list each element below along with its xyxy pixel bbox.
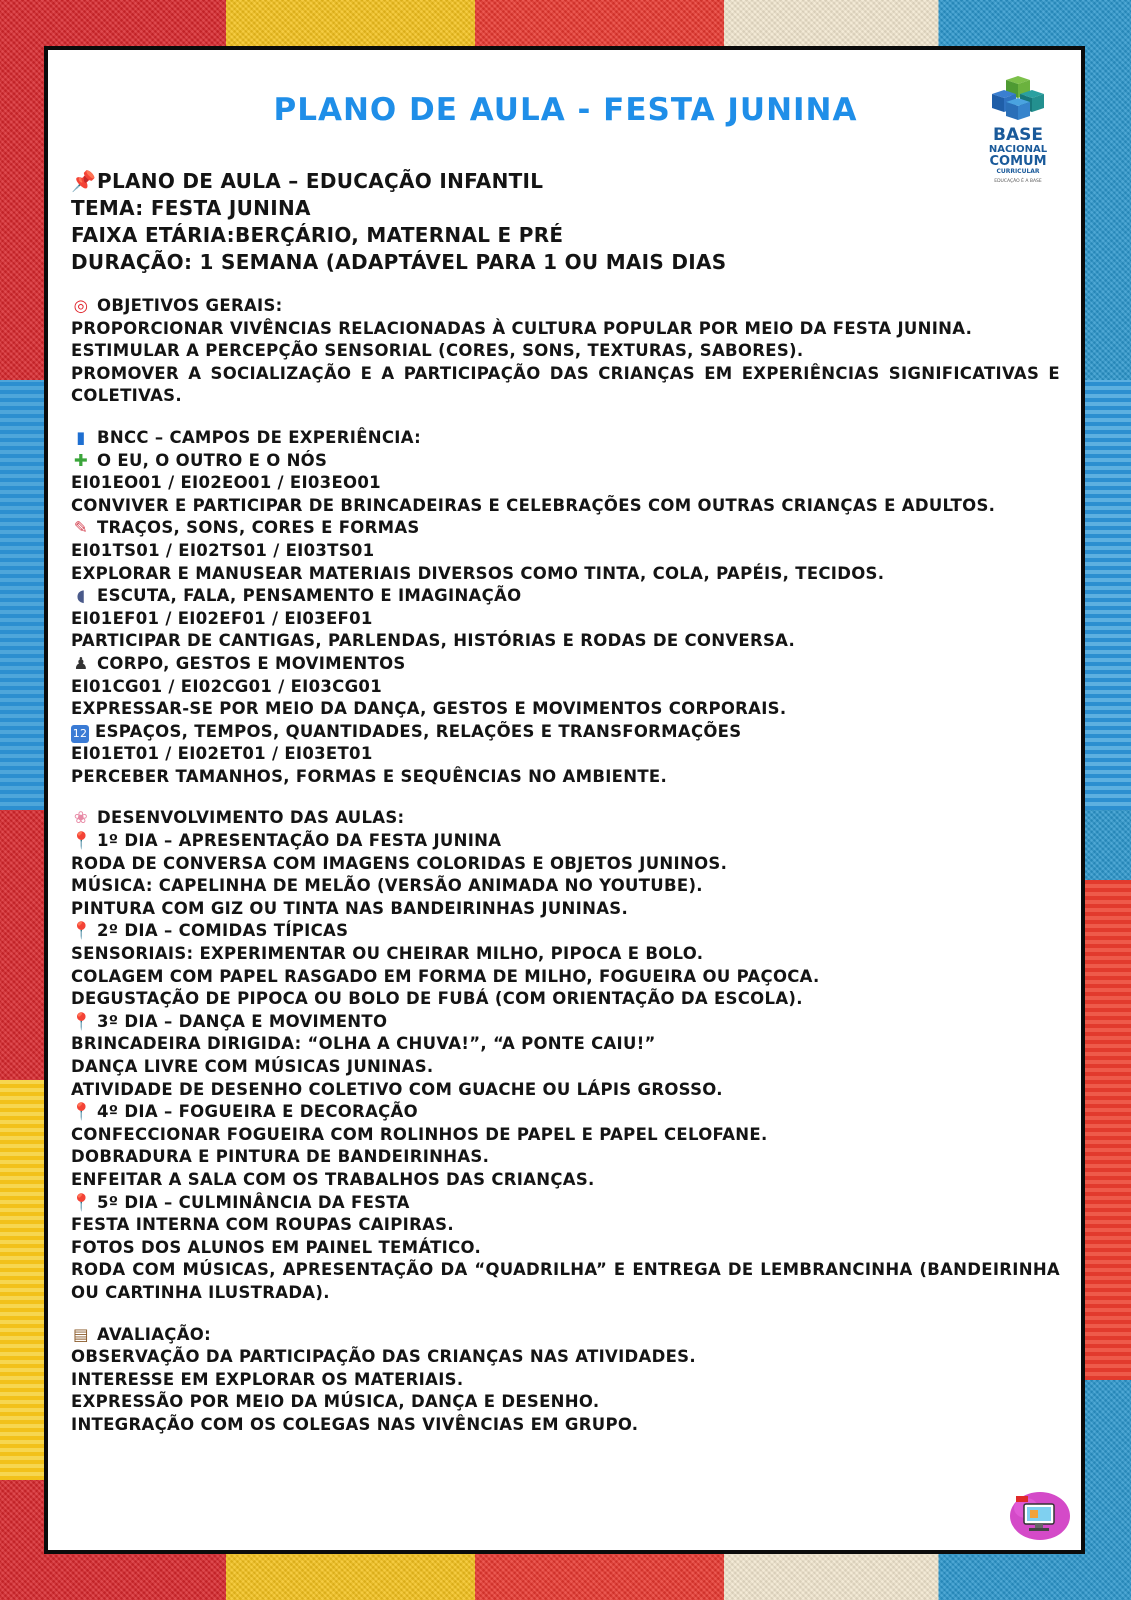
puzzle-icon: ✚ — [73, 450, 89, 470]
header-text: PLANO DE AULA – EDUCAÇÃO INFANTIL — [97, 169, 544, 193]
field-codes: EI01CG01 / EI02CG01 / EI03CG01 — [71, 676, 382, 696]
pushpin-icon: 📌 — [71, 169, 97, 193]
day-item: SENSORIAIS: EXPERIMENTAR OU CHEIRAR MILHO, PIPOCA E BOLO. — [71, 944, 704, 964]
objective-item: ESTIMULAR A PERCEPÇÃO SENSORIAL (CORES, SONS, TEXTURAS, SABORES). — [71, 341, 804, 361]
day-item: RODA DE CONVERSA COM IMAGENS COLORIDAS E OBJETOS JUNINOS. — [71, 853, 728, 873]
logo-text: EDUCAÇÃO É A BASE — [994, 179, 1042, 184]
logo-text: CURRICULAR — [996, 168, 1040, 175]
day-item: PINTURA COM GIZ OU TINTA NAS BANDEIRINHAS JUNINAS. — [71, 898, 629, 918]
header-line — [71, 168, 1060, 195]
pencil-icon: ✎ — [73, 518, 89, 538]
field-description: CONVIVER E PARTICIPAR DE BRINCADEIRAS E CELEBRAÇÕES COM OUTRAS CRIANÇAS E ADULTOS. — [71, 495, 996, 515]
section-heading-text: DESENVOLVIMENTO DAS AULAS: — [97, 808, 405, 828]
field-codes: EI01EO01 / EI02EO01 / EI03EO01 — [71, 473, 381, 493]
day-item: CONFECCIONAR FOGUEIRA COM ROLINHOS DE PAPEL E PAPEL CELOFANE. — [71, 1124, 768, 1144]
desenvolvimento-section — [71, 807, 1060, 1304]
evaluation-item: INTEGRAÇÃO COM OS COLEGAS NAS VIVÊNCIAS EM GRUPO. — [71, 1414, 639, 1434]
clipboard-icon: ▤ — [73, 1324, 89, 1344]
field-title — [71, 517, 1060, 540]
day-item: DANÇA LIVRE COM MÚSICAS JUNINAS. — [71, 1057, 434, 1076]
field-name: ESPAÇOS, TEMPOS, QUANTIDADES, RELAÇÕES E TRANSFORMAÇÕES — [95, 721, 742, 741]
page-title: PLANO DE AULA - FESTA JUNINA — [273, 92, 858, 128]
section-heading — [71, 427, 1060, 450]
target-icon: ◎ — [73, 296, 89, 315]
day-item: COLAGEM COM PAPEL RASGADO EM FORMA DE MILHO, FOGUEIRA OU PAÇOCA. — [71, 966, 820, 986]
pin-icon: 📍 — [71, 1192, 92, 1212]
day-item: FOTOS DOS ALUNOS EM PAINEL TEMÁTICO. — [71, 1237, 482, 1257]
field-title — [71, 653, 1060, 676]
pin-icon: 📍 — [71, 921, 92, 941]
day-item: DOBRADURA E PINTURA DE BANDEIRINHAS. — [71, 1147, 490, 1167]
header-line: TEMA: FESTA JUNINA — [71, 196, 311, 220]
field-description: PERCEBER TAMANHOS, FORMAS E SEQUÊNCIAS NO AMBIENTE. — [71, 766, 668, 786]
header-line: FAIXA ETÁRIA:BERÇÁRIO, MATERNAL E PRÉ — [71, 223, 564, 247]
day-title — [71, 1192, 1060, 1215]
section-heading — [71, 1324, 1060, 1347]
day-item: RODA COM MÚSICAS, APRESENTAÇÃO DA “QUADRILHA” E ENTREGA DE LEMBRANCINHA (BANDEIRINHA OU CARTINHA ILUSTRADA). — [71, 1260, 1060, 1302]
field-title — [71, 450, 1060, 473]
evaluation-item: EXPRESSÃO POR MEIO DA MÚSICA, DANÇA E DESENHO. — [71, 1392, 600, 1412]
field-description: EXPLORAR E MANUSEAR MATERIAIS DIVERSOS COMO TINTA, COLA, PAPÉIS, TECIDOS. — [71, 563, 885, 583]
field-name: CORPO, GESTOS E MOVIMENTOS — [97, 653, 406, 673]
brain-icon: ❀ — [73, 808, 89, 828]
day-item: ENFEITAR A SALA COM OS TRABALHOS DAS CRIANÇAS. — [71, 1169, 595, 1189]
section-heading-text: BNCC – CAMPOS DE EXPERIÊNCIA: — [97, 427, 422, 447]
section-heading-text: AVALIAÇÃO: — [97, 1324, 211, 1344]
day-title — [71, 1011, 1060, 1034]
evaluation-item: INTERESSE EM EXPLORAR OS MATERIAIS. — [71, 1369, 464, 1389]
pin-icon: 📍 — [71, 1102, 92, 1122]
field-codes: EI01TS01 / EI02TS01 / EI03TS01 — [71, 540, 375, 560]
field-description: EXPRESSAR-SE POR MEIO DA DANÇA, GESTOS E MOVIMENTOS CORPORAIS. — [71, 699, 787, 719]
field-name: ESCUTA, FALA, PENSAMENTO E IMAGINAÇÃO — [97, 586, 522, 606]
objective-item: PROPORCIONAR VIVÊNCIAS RELACIONADAS À CULTURA POPULAR POR MEIO DA FESTA JUNINA. — [71, 318, 973, 338]
day-title-text: 4º DIA – FOGUEIRA E DECORAÇÃO — [97, 1102, 418, 1122]
plan-header — [71, 168, 1060, 276]
logo-text: NACIONAL — [988, 144, 1048, 155]
field-title — [71, 585, 1060, 608]
dancer-icon: ♟ — [73, 653, 89, 673]
field-name: TRAÇOS, SONS, CORES E FORMAS — [97, 518, 420, 538]
field-title — [71, 721, 1060, 744]
pin-icon: 📍 — [71, 1011, 92, 1031]
field-description: PARTICIPAR DE CANTIGAS, PARLENDAS, HISTÓRIAS E RODAS DE CONVERSA. — [71, 631, 796, 651]
logo-text: COMUM — [989, 154, 1047, 169]
book-icon: ▮ — [76, 427, 86, 447]
day-title-text: 1º DIA – APRESENTAÇÃO DA FESTA JUNINA — [97, 831, 502, 851]
day-title — [71, 830, 1060, 853]
pin-icon: 📍 — [71, 831, 92, 851]
objetivos-section — [71, 295, 1060, 408]
day-item: DEGUSTAÇÃO DE PIPOCA OU BOLO DE FUBÁ (COM ORIENTAÇÃO DA ESCOLA). — [71, 989, 803, 1009]
objective-item: PROMOVER A SOCIALIZAÇÃO E A PARTICIPAÇÃO DAS CRIANÇAS EM EXPERIÊNCIAS SIGNIFICATIVAS E COLETIVAS. — [71, 363, 1060, 406]
lesson-plan-content — [71, 168, 1060, 1437]
day-item: BRINCADEIRA DIRIGIDA: “OLHA A CHUVA!”, “A PONTE CAIU!” — [71, 1034, 656, 1054]
section-heading-text: OBJETIVOS GERAIS: — [97, 296, 283, 315]
field-codes: EI01ET01 / EI02ET01 / EI03ET01 — [71, 744, 373, 764]
day-title-text: 5º DIA – CULMINÂNCIA DA FESTA — [97, 1192, 410, 1212]
day-item: MÚSICA: CAPELINHA DE MELÃO (VERSÃO ANIMADA NO YOUTUBE). — [71, 876, 703, 896]
field-codes: EI01EF01 / EI02EF01 / EI03EF01 — [71, 608, 373, 628]
numbers-icon: 12 — [71, 725, 89, 743]
day-title — [71, 920, 1060, 943]
teacher-computer-logo — [1006, 1486, 1070, 1542]
evaluation-item: OBSERVAÇÃO DA PARTICIPAÇÃO DAS CRIANÇAS NAS ATIVIDADES. — [71, 1347, 696, 1367]
day-item: ATIVIDADE DE DESENHO COLETIVO COM GUACHE OU LÁPIS GROSSO. — [71, 1079, 723, 1099]
section-heading — [71, 295, 1060, 318]
speaking-head-icon: ◖ — [76, 586, 86, 606]
day-item: FESTA INTERNA COM ROUPAS CAIPIRAS. — [71, 1215, 454, 1235]
day-title-text: 3º DIA – DANÇA E MOVIMENTO — [97, 1011, 388, 1031]
section-heading — [71, 807, 1060, 830]
avaliacao-section — [71, 1324, 1060, 1437]
day-title-text: 2º DIA – COMIDAS TÍPICAS — [97, 921, 349, 941]
header-line: DURAÇÃO: 1 SEMANA (ADAPTÁVEL PARA 1 OU MAIS DIAS — [71, 250, 727, 274]
day-title — [71, 1101, 1060, 1124]
field-name: O EU, O OUTRO E O NÓS — [97, 450, 328, 470]
bncc-section — [71, 427, 1060, 789]
logo-text: BASE — [993, 125, 1043, 145]
